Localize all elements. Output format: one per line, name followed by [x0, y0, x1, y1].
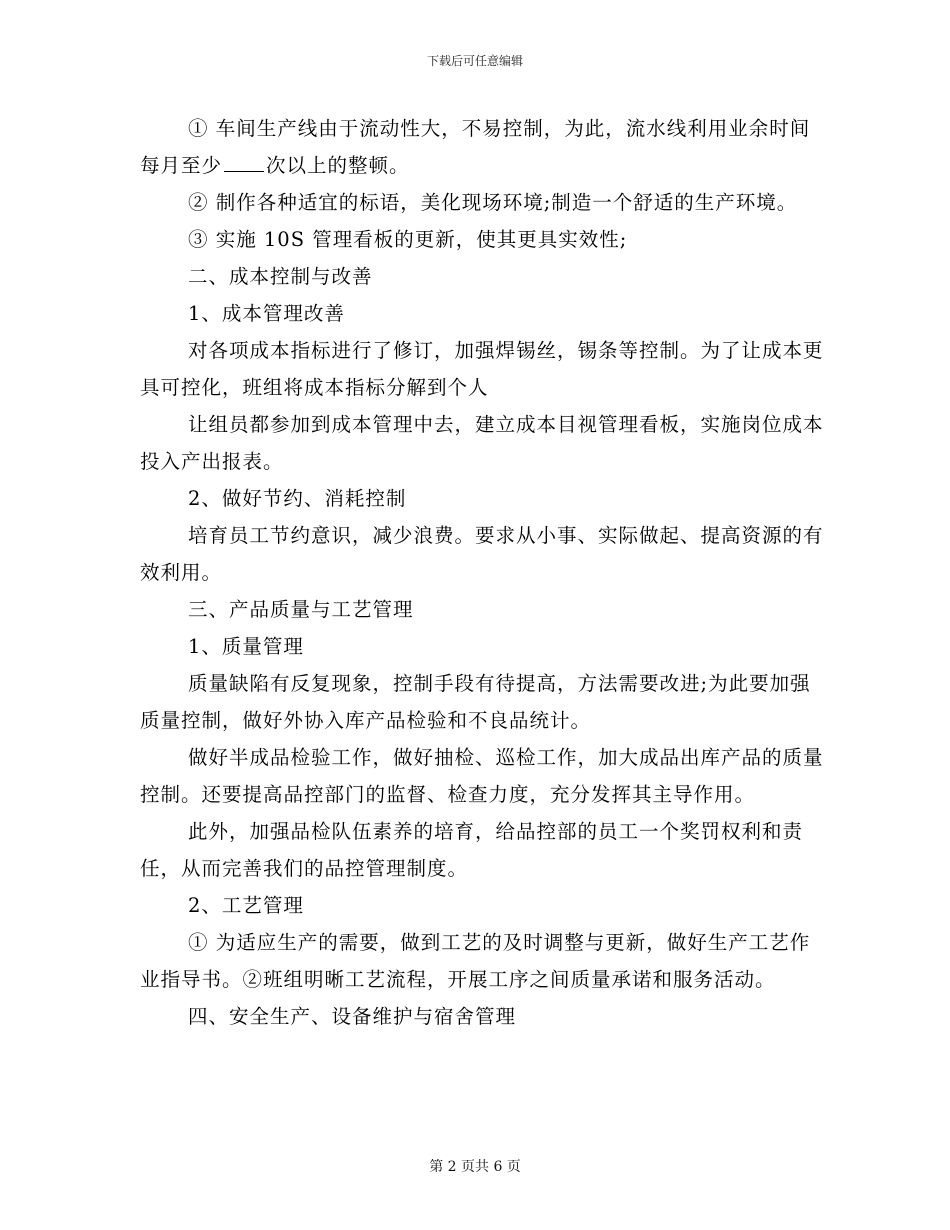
paragraph-workshop-rectification [140, 110, 830, 184]
document-body [140, 110, 830, 1035]
section-heading-cost-control: 二、成本控制与改善 [188, 265, 373, 288]
section-heading-quality-process: 三、产品质量与工艺管理 [188, 598, 414, 621]
fill-in-blank [224, 151, 264, 172]
section-heading-safety: 四、安全生产、设备维护与宿舍管理 [188, 1005, 517, 1028]
paragraph-text: ① 车间生产线由于流动性大，不易控制，为此，流水线利用业余时间每月至少 [140, 117, 811, 177]
paragraph-cost-participation: 让组员都参加到成本管理中去，建立成本目视管理看板，实施岗位成本投入产出报表。 [140, 413, 824, 473]
subheading-process-management: 2、工艺管理 [188, 894, 304, 917]
subheading-cost-management: 1、成本管理改善 [188, 302, 345, 325]
paragraph-saving-awareness: 培育员工节约意识，减少浪费。要求从小事、实际做起、提高资源的有效利用。 [140, 524, 824, 584]
paragraph-quality-defects: 质量缺陷有反复现象，控制手段有待提高，方法需要改进;为此要加强质量控制，做好外协入库产品检验和不良品统计。 [140, 672, 811, 732]
subheading-quality-management: 1、质量管理 [188, 635, 304, 658]
paragraph-10s-board: ③ 实施 10S 管理看板的更新，使其更具实效性; [188, 228, 628, 251]
paragraph-slogans: ② 制作各种适宜的标语，美化现场环境;制造一个舒适的生产环境。 [188, 191, 798, 214]
subheading-saving-control: 2、做好节约、消耗控制 [188, 487, 407, 510]
paragraph-process-update: ① 为适应生产的需要，做到工艺的及时调整与更新，做好生产工艺作业指导书。②班组明晰工艺流程，开展工序之间质量承诺和服务活动。 [140, 931, 811, 991]
paragraph-cost-indicators: 对各项成本指标进行了修订，加强焊锡丝，锡条等控制。为了让成本更具可控化，班组将成本指标分解到个人 [140, 339, 824, 399]
paragraph-qc-team: 此外，加强品检队伍素养的培育，给品控部的员工一个奖罚权利和责任，从而完善我们的品控管理制度。 [140, 820, 804, 880]
paragraph-text: 次以上的整顿。 [266, 154, 410, 177]
paragraph-inspection-work: 做好半成品检验工作，做好抽检、巡检工作，加大成品出库产品的质量控制。还要提高品控部门的监督、检查力度，充分发挥其主导作用。 [140, 746, 824, 806]
page-header-note: 下载后可任意编辑 [426, 54, 523, 68]
page-number: 第 2 页共 6 页 [429, 1159, 521, 1175]
